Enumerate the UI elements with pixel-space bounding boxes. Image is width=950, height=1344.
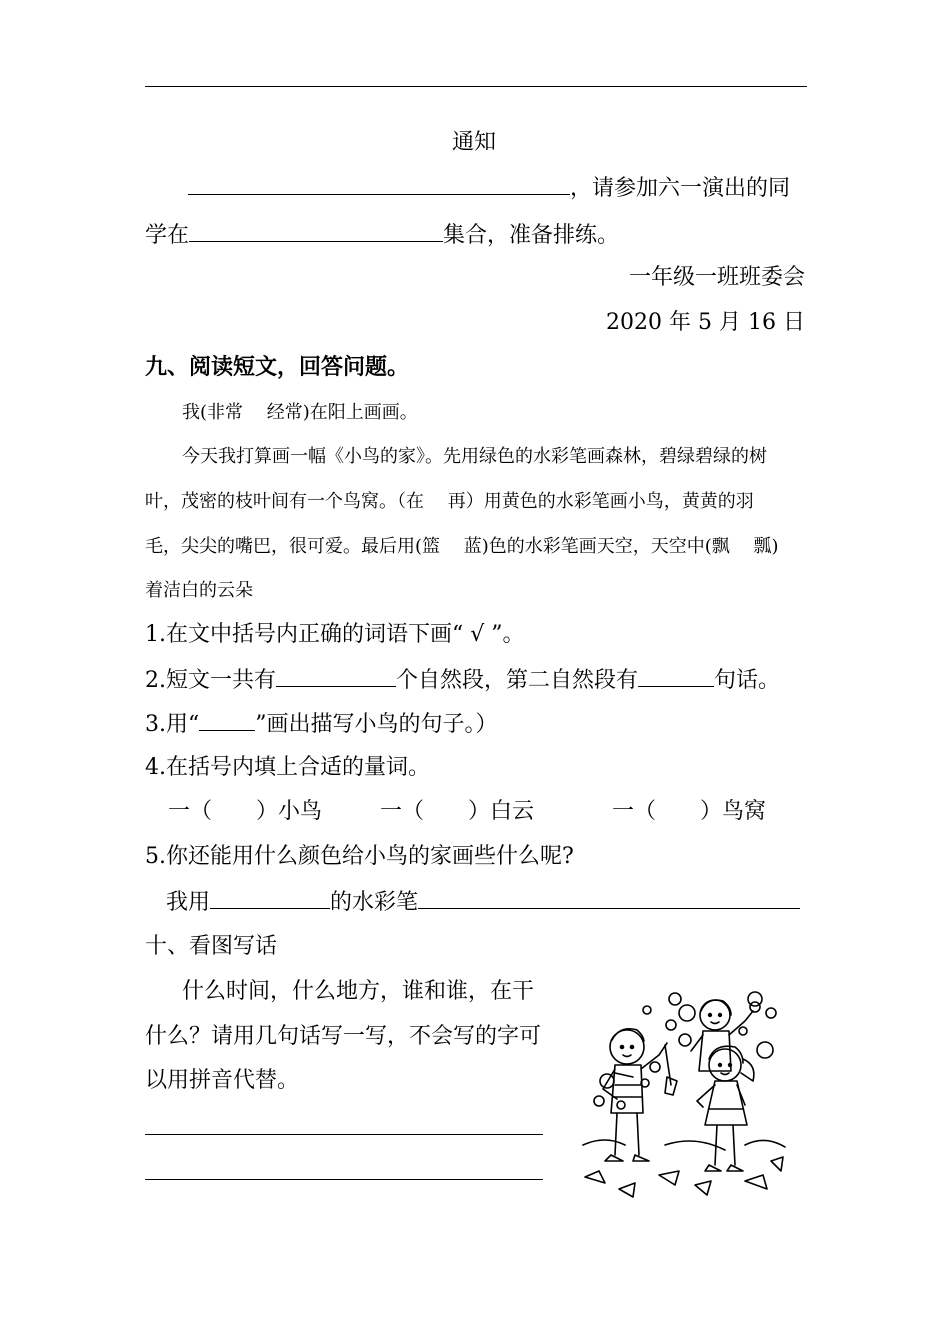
- writing-prompt-line-2: 什么？请用几句话写一写，不会写的字可: [145, 1024, 542, 1049]
- notice-line-1: ，请参加六一演出的同: [188, 172, 790, 204]
- passage-paragraph-1: 我(非常 经常)在阳上画画。: [182, 402, 418, 423]
- section10-heading: 十、看图写话: [145, 934, 278, 959]
- section9-heading: 九、阅读短文，回答问题。: [145, 354, 410, 380]
- boy-right: [691, 1000, 760, 1071]
- top-rule: [145, 86, 807, 87]
- passage-line-2: 叶，茂密的枝叶间有一个鸟窝。（在 再）用黄色的水彩笔画小鸟，黄黄的羽: [145, 491, 754, 512]
- notice-line-2: 学在 集合，准备排练。: [145, 219, 619, 251]
- notice-blank-who[interactable]: [188, 172, 570, 195]
- bubble-children-illustration: [575, 985, 790, 1200]
- notice-date: 2020 年 5 月 16 日: [606, 310, 805, 335]
- writing-line-1[interactable]: [145, 1134, 543, 1135]
- notice-title: 通知: [452, 130, 497, 155]
- passage-line-4: 着洁白的云朵: [145, 580, 253, 601]
- question-3: 3.用“ ”画出描写小鸟的句子。）: [145, 708, 498, 740]
- question-5-answer: 我用 的水彩笔: [166, 886, 800, 918]
- notice-signature: 一年级一班班委会: [628, 265, 805, 290]
- writing-prompt-line-3: 以用拼音代替。: [145, 1068, 300, 1093]
- writing-prompt-line-1: 什么时间，什么地方，谁和谁，在干: [182, 979, 535, 1004]
- question-5: 5.你还能用什么颜色给小鸟的家画些什么呢?: [145, 844, 574, 869]
- underline-sample: [199, 708, 255, 731]
- question-1: 1.在文中括号内正确的词语下画“ √ ”。: [145, 622, 525, 647]
- passage-line-3: 毛，尖尖的嘴巴，很可爱。最后用(篮 蓝)色的水彩笔画天空，天空中(飘 瓢): [145, 536, 779, 557]
- girl: [697, 1046, 754, 1171]
- blank-paragraph-count[interactable]: [276, 664, 396, 687]
- question-4: 4.在括号内填上合适的量词。: [145, 755, 430, 780]
- measure-word-item-2[interactable]: 一（ ）白云: [380, 799, 535, 824]
- ground: [583, 1140, 785, 1197]
- notice-blank-where[interactable]: [189, 219, 443, 242]
- blank-sentence-count[interactable]: [638, 664, 714, 687]
- measure-word-item-3[interactable]: 一（ ）鸟窝: [612, 799, 767, 824]
- blank-what-to-draw[interactable]: [418, 886, 800, 909]
- measure-word-item-1[interactable]: 一（ ）小鸟: [168, 799, 323, 824]
- writing-line-2[interactable]: [145, 1179, 543, 1180]
- passage-line-1: 今天我打算画一幅《小鸟的家》。先用绿色的水彩笔画森林，碧绿碧绿的树: [182, 446, 767, 467]
- question-2: 2.短文一共有 个自然段，第二自然段有 句话。: [145, 664, 780, 696]
- bubbles: [594, 992, 776, 1109]
- blank-color[interactable]: [210, 886, 330, 909]
